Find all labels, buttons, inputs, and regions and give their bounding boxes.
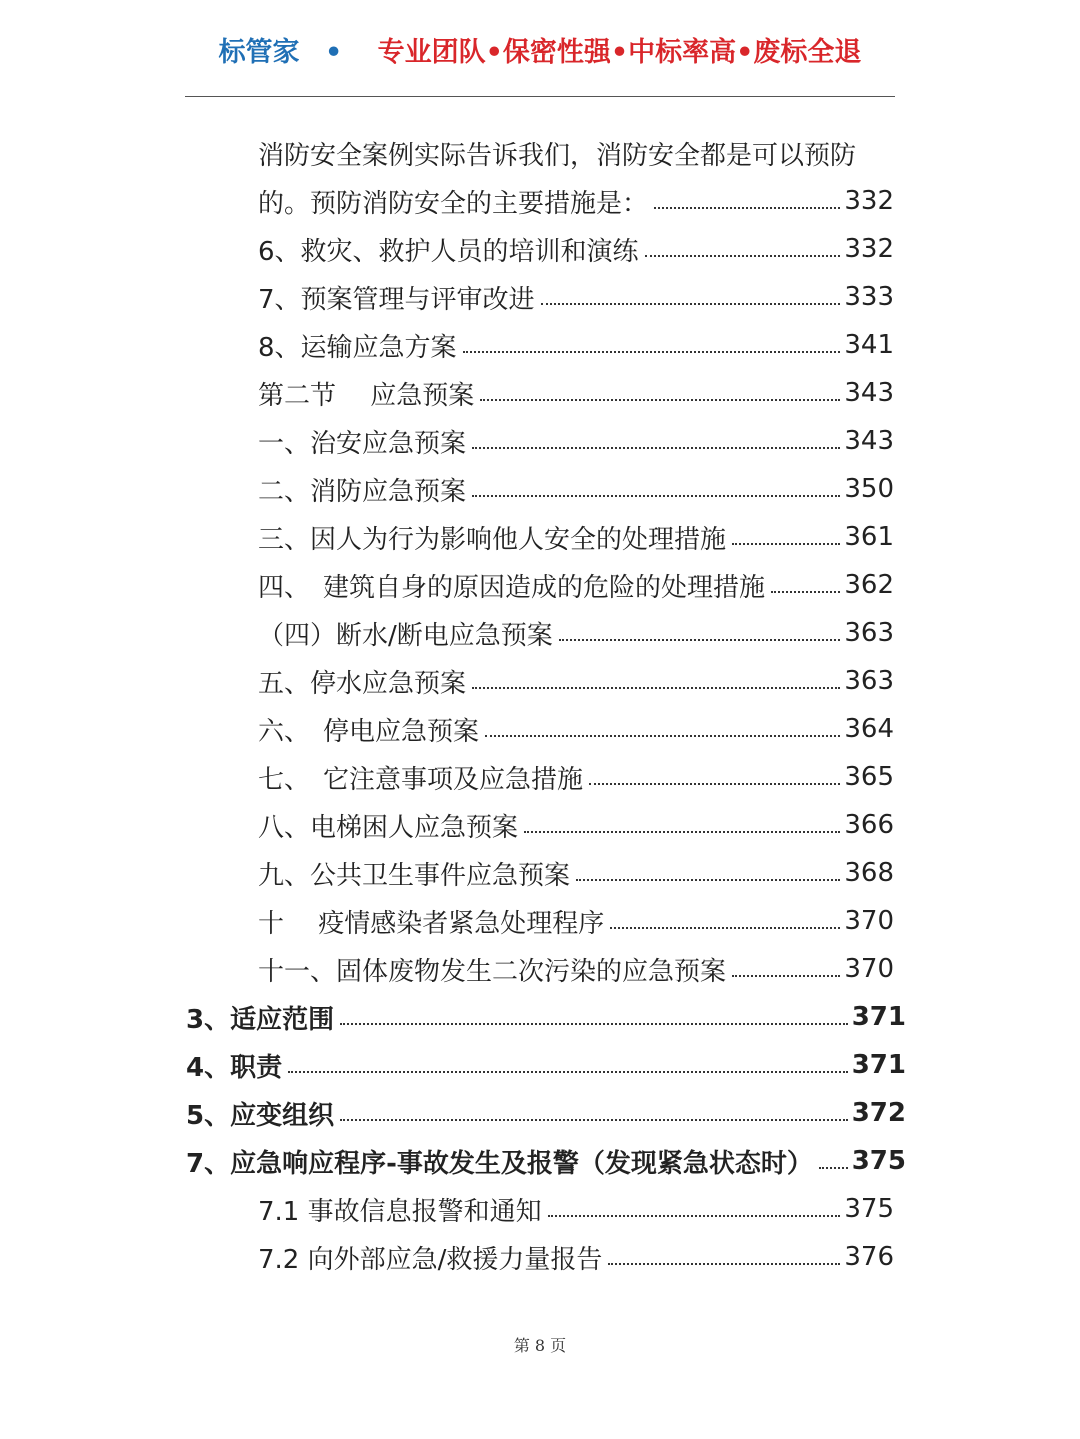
toc-entry-title: 九、公共卫生事件应急预案 <box>258 860 571 891</box>
toc-dot-leader <box>589 783 840 785</box>
toc-entry-page: 333 <box>844 282 894 312</box>
toc-entry-title: 五、停水应急预案 <box>258 668 467 699</box>
toc-entry-title: 7.1 事故信息报警和通知 <box>258 1196 542 1227</box>
toc-entry-page: 372 <box>851 1098 906 1128</box>
toc-dot-leader <box>732 543 840 545</box>
toc-entry-page: 343 <box>844 426 894 456</box>
toc-dot-leader <box>819 1167 848 1169</box>
toc-dot-leader <box>524 831 840 833</box>
toc-entry[interactable] <box>186 1041 906 1089</box>
toc-entry[interactable] <box>258 129 894 177</box>
toc-entry-title: 三、因人为行为影响他人安全的处理措施 <box>258 524 727 555</box>
toc-entry-page: 375 <box>851 1146 906 1176</box>
toc-dot-leader <box>480 399 840 401</box>
toc-dot-leader <box>340 1119 848 1121</box>
toc-entry-title: 二、消防应急预案 <box>258 476 467 507</box>
toc-entry-page: 370 <box>844 954 894 984</box>
toc-entry[interactable] <box>258 321 894 369</box>
toc-entry-page: 375 <box>844 1194 894 1224</box>
header-divider <box>185 96 895 97</box>
toc-entry[interactable] <box>258 753 894 801</box>
toc-entry-page: 364 <box>844 714 894 744</box>
toc-entry-page: 341 <box>844 330 894 360</box>
toc-entry-page: 343 <box>844 378 894 408</box>
toc-entry[interactable] <box>258 897 894 945</box>
toc-entry-page: 332 <box>844 234 894 264</box>
toc-dot-leader <box>288 1071 848 1073</box>
toc-entry[interactable] <box>258 1185 894 1233</box>
toc-entry-page: 376 <box>844 1242 894 1272</box>
toc-entry-page: 368 <box>844 858 894 888</box>
toc-entry-title: 十一、固体废物发生二次污染的应急预案 <box>258 956 727 987</box>
toc-entry-title: 4、职责 <box>186 1052 283 1083</box>
toc-entry[interactable] <box>258 801 894 849</box>
toc-dot-leader <box>732 975 840 977</box>
toc-entry-page: 371 <box>851 1050 906 1080</box>
toc-entry-page: 366 <box>844 810 894 840</box>
toc-entry[interactable] <box>186 1089 906 1137</box>
toc-dot-leader <box>771 591 840 593</box>
toc-entry-page: 362 <box>844 570 894 600</box>
toc-entry-title: 7、预案管理与评审改进 <box>258 284 535 315</box>
toc-dot-leader <box>472 447 840 449</box>
toc-entry-title: 5、应变组织 <box>186 1100 335 1131</box>
toc-dot-leader <box>608 1263 840 1265</box>
toc-entry-page: 332 <box>844 186 894 216</box>
toc-entry[interactable] <box>258 561 894 609</box>
toc-entry[interactable] <box>258 705 894 753</box>
toc-entry-title: 6、救灾、救护人员的培训和演练 <box>258 236 639 267</box>
toc-entry-title: 第二节 应急预案 <box>258 380 475 411</box>
toc-entry-page: 370 <box>844 906 894 936</box>
toc-entry-title: 3、适应范围 <box>186 1004 335 1035</box>
toc-entry-title: 六、 停电应急预案 <box>258 716 480 747</box>
toc-dot-leader <box>645 255 841 257</box>
brand-slogan: 专业团队•保密性强•中标率高•废标全退 <box>377 37 862 68</box>
toc-entry[interactable] <box>258 225 894 273</box>
toc-dot-leader <box>463 351 841 353</box>
toc-entry-title: 8、运输应急方案 <box>258 332 457 363</box>
toc-entry[interactable] <box>258 465 894 513</box>
toc-entry[interactable] <box>258 849 894 897</box>
toc-entry-title: 七、 它注意事项及应急措施 <box>258 764 584 795</box>
toc-entry[interactable] <box>186 1137 906 1185</box>
toc-entry[interactable] <box>258 1233 894 1281</box>
toc-dot-leader <box>541 303 841 305</box>
toc-entry[interactable] <box>258 417 894 465</box>
toc-entry-title: 一、治安应急预案 <box>258 428 467 459</box>
toc-entry[interactable] <box>258 369 894 417</box>
toc-entry-title: 四、 建筑自身的原因造成的危险的处理措施 <box>258 572 766 603</box>
toc-entry-page: 371 <box>851 1002 906 1032</box>
brand-name: 标管家 <box>218 37 300 68</box>
toc-entry-page: 363 <box>844 666 894 696</box>
page-header <box>0 30 1080 69</box>
toc-entry-title: 7.2 向外部应急/救援力量报告 <box>258 1244 603 1275</box>
toc-dot-leader <box>548 1215 841 1217</box>
toc-entry-title: 的。预防消防安全的主要措施是： <box>258 188 649 219</box>
toc-dot-leader <box>472 687 840 689</box>
toc-entry[interactable] <box>258 945 894 993</box>
header-separator: • <box>324 37 343 68</box>
toc-dot-leader <box>485 735 840 737</box>
toc-dot-leader <box>559 639 841 641</box>
toc-dot-leader <box>610 927 840 929</box>
toc-entry[interactable] <box>258 273 894 321</box>
toc-dot-leader <box>472 495 840 497</box>
toc-entry[interactable] <box>258 609 894 657</box>
toc-entry[interactable] <box>186 993 906 1041</box>
toc-dot-leader <box>340 1023 848 1025</box>
toc-entry-page: 350 <box>844 474 894 504</box>
toc-dot-leader <box>654 207 840 209</box>
toc-entry[interactable] <box>258 657 894 705</box>
toc-entry[interactable] <box>258 513 894 561</box>
toc-entry-title: 消防安全案例实际告诉我们，消防安全都是可以预防 <box>258 140 857 171</box>
toc-entry-title: 十 疫情感染者紧急处理程序 <box>258 908 605 939</box>
toc-entry-page: 361 <box>844 522 894 552</box>
toc-dot-leader <box>576 879 840 881</box>
toc-entry[interactable] <box>258 177 894 225</box>
toc-entry-page: 363 <box>844 618 894 648</box>
toc-entry-title: （四）断水/断电应急预案 <box>258 620 553 651</box>
page-number: 第 8 页 <box>513 1336 567 1355</box>
toc-entry-title: 八、电梯困人应急预案 <box>258 812 519 843</box>
toc-entry-page: 365 <box>844 762 894 792</box>
toc-entry-title: 7、应急响应程序-事故发生及报警（发现紧急状态时） <box>186 1148 813 1179</box>
